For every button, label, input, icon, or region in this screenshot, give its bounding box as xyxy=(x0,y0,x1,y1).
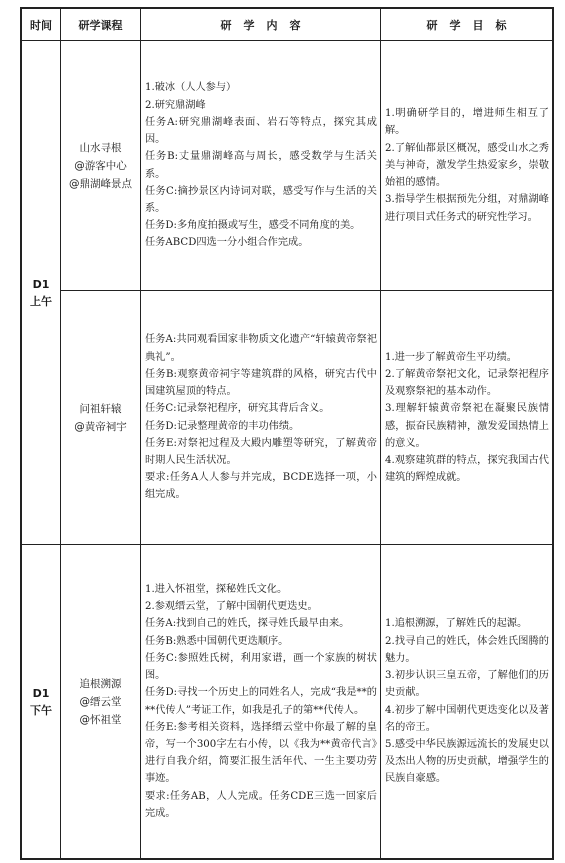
content-cell xyxy=(141,41,380,290)
goal-line: 2.找寻自己的姓氏，体会姓氏图腾的魅力。 xyxy=(385,635,549,664)
content-line: 2.研究鼎湖峰 xyxy=(145,99,206,111)
content-line: 任务B:丈量鼎湖峰高与周长，感受数学与生活关系。 xyxy=(145,151,377,180)
content-line: 任务D:寻找一个历史上的同姓名人，完成“我是**的**代传人”考证工作，如我是孔子的第**代传人。 xyxy=(145,687,377,716)
header-time: 时间 xyxy=(30,18,52,32)
content-line: 任务A:找到自己的姓氏，探寻姓氏最早由来。 xyxy=(145,618,350,630)
goals-cell xyxy=(381,545,552,858)
goals-cell xyxy=(381,291,552,544)
goal-line: 1.明确研学目的，增进师生相互了解。 xyxy=(385,108,549,137)
header-goals: 研学目标 xyxy=(426,18,519,32)
course-name: 山水寻根 xyxy=(79,141,122,154)
goal-line: 2.了解黄帝祭祀文化，记录祭祀程序及观察祭祀的基本动作。 xyxy=(385,368,549,398)
goal-line: 4.初步了解中国朝代更迭变化以及著名的帝王。 xyxy=(385,704,549,733)
course-cell xyxy=(61,291,140,544)
content-line: 1.进入怀祖堂，探秘姓氏文化。 xyxy=(145,584,288,596)
time-cell-afternoon xyxy=(22,545,60,858)
day-code: D1 xyxy=(32,686,50,700)
goal-line: 3.理解轩辕黄帝祭祀在凝聚民族情感，振奋民族精神，激发爱国热情上的意义。 xyxy=(385,403,549,449)
goal-line: 3.初步认识三皇五帝，了解他们的历史贡献。 xyxy=(385,670,549,699)
content-line: 要求:任务AB，人人完成。任务CDE三选一回家后完成。 xyxy=(145,790,377,819)
time-cell-morning xyxy=(22,41,60,544)
day-period: 上午 xyxy=(30,294,52,308)
course-cell xyxy=(61,41,140,290)
goal-line: 1.追根溯源，了解姓氏的起源。 xyxy=(385,618,528,630)
content-line: 2.参观缙云堂，了解中国朝代更迭史。 xyxy=(145,601,318,613)
content-line: 任务E:参考相关资料，选择缙云堂中你最了解的皇帝，写一个300字左右小传，以《我为**黄帝代言》进行自我介绍，简要汇报生活年代、一生主要功劳事迹。 xyxy=(145,721,377,785)
goal-line: 1.进一步了解黄帝生平功绩。 xyxy=(385,351,517,363)
content-line: 任务C:记录祭祀程序，研究其背后含义。 xyxy=(145,403,330,415)
day-period: 下午 xyxy=(30,703,52,717)
course-location: @游客中心 xyxy=(74,159,127,172)
content-line: 任务E:对祭祀过程及大殿内雕塑等研究，了解黄帝时期人民生活状况。 xyxy=(145,437,377,466)
course-location: @鼎湖峰景点 xyxy=(69,177,132,190)
content-cell xyxy=(141,291,380,544)
day-code: D1 xyxy=(32,277,50,291)
goal-line: 5.感受中华民族源远流长的发展史以及杰出人物的历史贡献，增强学生的民族自豪感。 xyxy=(385,738,549,785)
content-line: 1.破冰（人人参与） xyxy=(145,82,237,94)
content-line: 任务C:参照姓氏树，利用家谱，画一个家族的树状图。 xyxy=(145,652,377,682)
header-content: 研学内容 xyxy=(220,18,313,32)
study-plan-table xyxy=(20,7,554,860)
course-name: 问祖轩辕 xyxy=(79,402,122,415)
goal-line: 3.指导学生根据预先分组，对鼎湖峰进行项目式任务式的研究性学习。 xyxy=(385,194,549,223)
content-line: 任务C:摘抄景区内诗词对联，感受写作与生活的关系。 xyxy=(145,185,377,214)
course-cell xyxy=(61,545,140,858)
goal-line: 4.观察建筑群的特点，探究我国古代建筑的辉煌成就。 xyxy=(385,454,549,484)
content-line: 任务B:熟悉中国朝代更迭顺序。 xyxy=(145,635,289,647)
content-line: 任务B:观察黄帝祠宇等建筑群的风格，研究古代中国建筑屋顶的特点。 xyxy=(145,368,377,398)
content-line: 任务D:多角度拍摄或写生，感受不同角度的美。 xyxy=(145,220,361,232)
course-location: @缙云堂 xyxy=(79,695,122,708)
goal-line: 2.了解仙都景区概况，感受山水之秀美与神奇，激发学生热爱家乡，崇敬始祖的感情。 xyxy=(385,142,549,189)
course-name: 追根溯源 xyxy=(79,677,122,690)
goals-cell xyxy=(381,41,552,290)
header-course: 研学课程 xyxy=(78,18,123,32)
content-line: 任务A:共同观看国家非物质文化遗产“轩辕黄帝祭祀典礼”。 xyxy=(145,334,377,363)
content-line: 任务D:记录整理黄帝的丰功伟绩。 xyxy=(145,420,300,432)
table-border-bottom xyxy=(20,858,554,860)
content-cell xyxy=(141,545,380,858)
course-location: @黄帝祠宇 xyxy=(74,420,127,433)
course-location: @怀祖堂 xyxy=(79,713,122,726)
content-line: 任务ABCD四选一分小组合作完成。 xyxy=(145,237,309,249)
content-line: 要求:任务A人人参与并完成，BCDE选择一项，小组完成。 xyxy=(145,472,377,501)
table-border-right xyxy=(552,7,554,860)
content-line: 任务A:研究鼎湖峰表面、岩石等特点，探究其成因。 xyxy=(145,116,377,146)
